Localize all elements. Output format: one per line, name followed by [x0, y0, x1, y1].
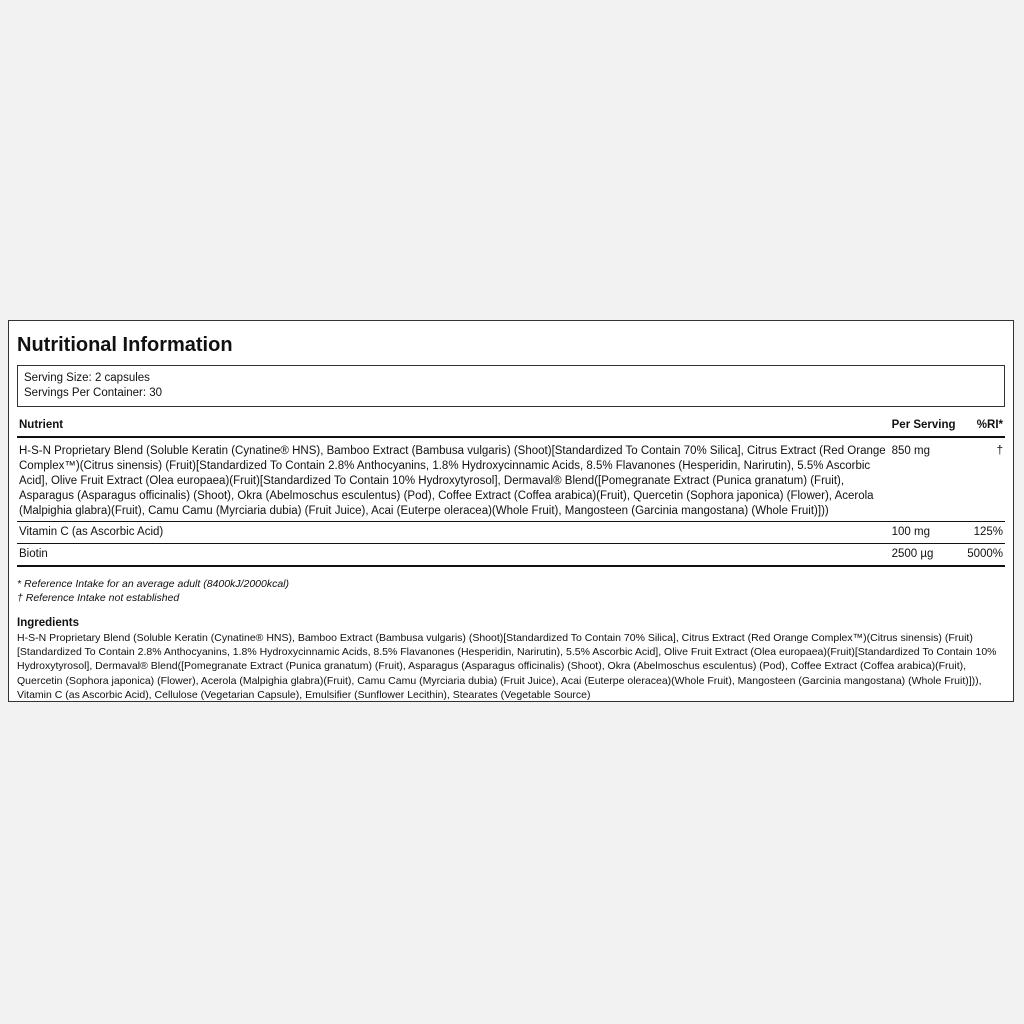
footnote-reference-intake: * Reference Intake for an average adult (8400kJ/2000kcal)	[17, 578, 290, 590]
header-nutrient: Nutrient	[17, 415, 890, 437]
footnote-not-established: † Reference Intake not established	[17, 592, 180, 604]
nutrient-table	[17, 415, 1005, 567]
serving-info-box	[17, 365, 1005, 407]
ingredients-heading: Ingredients	[17, 617, 79, 629]
header-per-serving: Per Serving	[890, 415, 966, 437]
header-ri: %RI*	[965, 415, 1005, 437]
table-header-row	[17, 415, 1005, 437]
ri-value: 5000%	[965, 544, 1005, 567]
ingredients-text: H-S-N Proprietary Blend (Soluble Keratin (Cynatine® HNS), Bamboo Extract (Bambusa vulgaris) (Shoot)[Standardized To Contain 70% Silica], Citrus Extract (Red Orange Complex™)(Citrus sinensis) (Fruit)[Standardized To Contain 2.8% Anthocyanins, 1.8% Hydroxycinnamic Acids, 8.5% Flavanones (Hesperidin, Narirutin), 5.5% Ascorbic Acid], Olive Fruit Extract (Olea europaea)(Fruit)[Standardized To Contain 10% Hydroxytyrosol], Dermaval® Blend([Pomegranate Extract (Punica granatum) (Fruit), Asparagus (Asparagus officinalis) (Shoot), Okra (Abelmoschus esculentus) (Pod), Coffee Extract (Coffea arabica)(Fruit), Quercetin (Sophora japonica) (Flower), Acerola (Malpighia glabra)(Fruit), Camu Camu (Myrciaria dubia) (Fruit Juice), Acai (Euterpe oleracea)(Whole Fruit), Mangosteen (Garcinia mangostana) (Whole Fruit)])), Vitamin C (as Ascorbic Acid), Cellulose (Vegetarian Capsule), Emulsifier (Sunflower Lecithin), Stearates (Vegetable Source)	[17, 632, 997, 701]
nutrient-name: Biotin	[17, 544, 890, 567]
footnotes	[17, 577, 1005, 605]
ri-value: 125%	[965, 522, 1005, 544]
per-serving-value: 2500 µg	[890, 544, 966, 567]
table-row	[17, 522, 1005, 544]
nutrition-panel	[8, 320, 1014, 702]
table-row	[17, 544, 1005, 567]
per-serving-value: 100 mg	[890, 522, 966, 544]
serving-size: Serving Size: 2 capsules	[24, 372, 150, 384]
per-serving-value: 850 mg	[890, 437, 966, 522]
ri-value: †	[965, 437, 1005, 522]
servings-per-container: Servings Per Container: 30	[24, 387, 163, 399]
nutrient-name: H-S-N Proprietary Blend (Soluble Keratin (Cynatine® HNS), Bamboo Extract (Bambusa vulgaris) (Shoot)[Standardized To Contain 70% Silica], Citrus Extract (Red Orange Complex™)(Citrus sinensis) (Fruit)[Standardized To Contain 2.8% Anthocyanins, 1.8% Hydroxycinnamic Acids, 8.5% Flavanones (Hesperidin, Narirutin), 5.5% Ascorbic Acid], Olive Fruit Extract (Olea europaea)(Fruit)[Standardized To Contain 10% Hydroxytyrosol], Dermaval® Blend([Pomegranate Extract (Punica granatum) (Fruit), Asparagus (Asparagus officinalis) (Shoot), Okra (Abelmoschus esculentus) (Pod), Coffee Extract (Coffea arabica)(Fruit), Quercetin (Sophora japonica) (Flower), Acerola (Malpighia glabra)(Fruit), Camu Camu (Myrciaria dubia) (Fruit Juice), Acai (Euterpe oleracea)(Whole Fruit), Mangosteen (Garcinia mangostana) (Whole Fruit)]))	[17, 437, 890, 522]
table-row	[17, 437, 1005, 522]
page-title: Nutritional Information	[17, 334, 233, 356]
nutrient-name: Vitamin C (as Ascorbic Acid)	[17, 522, 890, 544]
